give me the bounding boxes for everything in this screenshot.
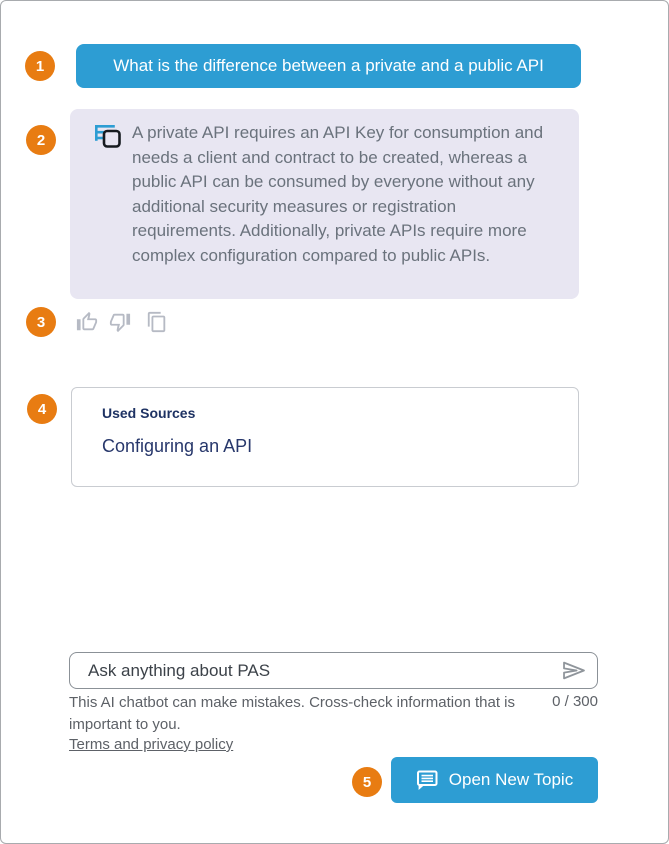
char-counter: 0 / 300 [552,693,598,710]
terms-privacy-link[interactable]: Terms and privacy policy [69,736,234,753]
composer-field [69,652,598,689]
annotation-step-4: 4 [27,394,57,424]
chat-bubble-icon [416,770,438,791]
used-sources-card [71,387,579,487]
user-message-text: What is the difference between a private and a public API [113,56,544,75]
annotation-step-5: 5 [352,767,382,797]
thumbs-up-icon [76,321,98,336]
thumbs-down-icon [109,321,131,336]
bot-message-text: A private API requires an API Key for consumption and needs a client and contract to be created, whereas a public API can be consumed by everyone without any additional security measures or registration requirements. Additionally, private APIs require more complex configuration compared to public APIs. [132,123,544,265]
disclaimer-text: This AI chatbot can make mistakes. Cross-check information that is important to you. [69,694,516,733]
annotation-step-1: 1 [25,51,55,81]
annotation-step-2: 2 [26,125,56,155]
annotation-step-3: 3 [26,307,56,337]
chatbot-logo-icon [94,124,122,153]
open-new-topic-label: Open New Topic [448,770,574,789]
bot-message-bubble [70,109,579,299]
thumbs-down-button[interactable] [109,311,131,333]
used-sources-title: Used Sources [102,405,196,421]
send-button[interactable] [561,660,587,681]
composer-footer [69,692,598,735]
thumbs-up-button[interactable] [76,311,98,333]
send-icon [561,669,587,684]
feedback-toolbar [76,311,168,333]
copy-icon [146,321,168,336]
open-new-topic-button[interactable] [391,757,598,803]
source-item-link[interactable]: Configuring an API [102,436,253,456]
user-message-bubble [76,44,581,88]
chat-input[interactable] [86,660,561,682]
copy-button[interactable] [146,311,168,333]
